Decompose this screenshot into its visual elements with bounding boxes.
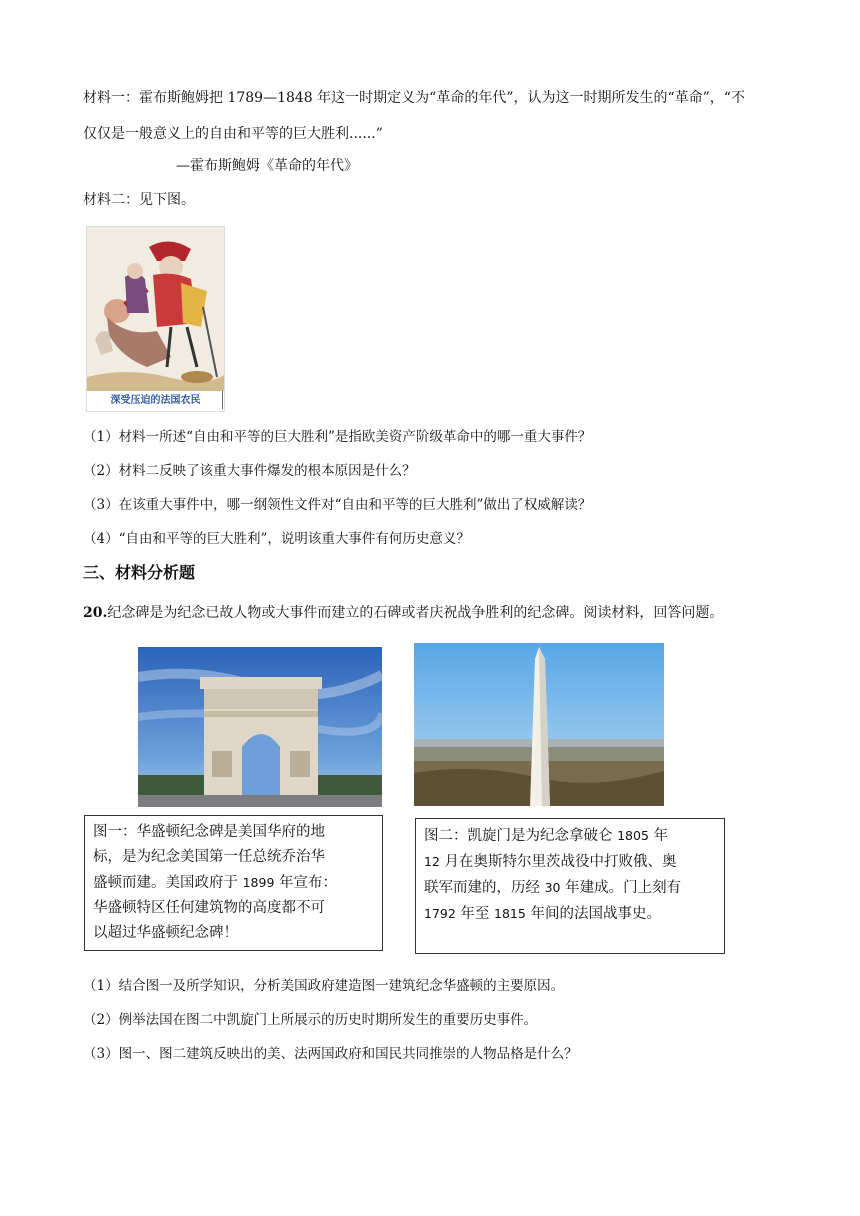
figure1-caption-line1: 图一：华盛顿纪念碑是美国华府的地	[93, 824, 325, 840]
material1-line1: 材料一：霍布斯鲍姆把 1789—1848 年这一时期定义为“革命的年代”，认为这一时期所发生的“革命”，“不	[83, 90, 745, 106]
material1-line2: 仅仅是一般意义上的自由和平等的巨大胜利......”	[83, 126, 383, 142]
figure2-caption-line1a: 图二：凯旋门是为纪念拿破仑	[424, 828, 618, 844]
material2-label: 材料二：见下图。	[83, 192, 195, 208]
figure2-year-1805: 1805	[617, 828, 649, 843]
figure1-caption-line3	[93, 870, 374, 896]
question-20-3: （3）图一、图二建筑反映出的美、法两国政府和国民共同推崇的人物品格是什么？	[83, 1046, 578, 1062]
figure1-caption-line5: 以超过华盛顿纪念碑！	[93, 925, 238, 941]
figure2-caption-line3	[424, 875, 716, 901]
figure1-caption-line4: 华盛顿特区任何建筑物的高度都不可	[93, 900, 325, 916]
figure2-caption-line1	[424, 823, 716, 849]
figure1-caption-box	[84, 815, 383, 951]
figure2-caption-line1b: 年	[648, 828, 669, 844]
question-20-text: 纪念碑是为纪念已故人物或大事件而建立的石碑或者庆祝战争胜利的纪念碑。阅读材料，回答问题。	[107, 605, 724, 621]
question-19-2: （2）材料二反映了该重大事件爆发的根本原因是什么？	[83, 463, 416, 479]
washington-monument-photo	[414, 643, 664, 806]
figure1-caption-line3a: 盛顿而建。美国政府于	[93, 875, 243, 891]
question-19-3: （3）在该重大事件中，哪一纲领性文件对“自由和平等的巨大胜利”做出了权威解读？	[83, 497, 592, 513]
figure1-caption-line2: 标，是为纪念美国第一任总统乔治华	[93, 849, 325, 865]
question-19-4: （4）“自由和平等的巨大胜利”，说明该重大事件有何历史意义？	[83, 531, 470, 547]
figure2-caption-line3b: 年建成。门上刻有	[560, 880, 682, 896]
question-20-2: （2）例举法国在图二中凯旋门上所展示的历史时期所发生的重要历史事件。	[83, 1012, 538, 1028]
figure2-caption-box	[415, 818, 725, 954]
figure2-caption-line3a: 联军而建的，历经	[424, 880, 545, 896]
question-20-number: 20.	[83, 605, 108, 621]
question-19-1: （1）材料一所述“自由和平等的巨大胜利”是指欧美资产阶级革命中的哪一重大事件？	[83, 429, 592, 445]
figure2-caption-line2b: 月在奥斯特尔里茨战役中打败俄、奥	[439, 854, 677, 870]
caption-divider	[222, 391, 223, 409]
figure2-caption-line2	[424, 849, 716, 875]
figure2-caption-line4c: 年间的法国战事史。	[525, 906, 661, 922]
section-heading: 三、材料分析题	[83, 563, 196, 582]
figure2-caption-line4	[424, 901, 716, 927]
figure2-year-1815: 1815	[494, 906, 526, 921]
figure2-year-1792: 1792	[424, 906, 456, 921]
arc-de-triomphe-photo	[138, 647, 382, 807]
figure1-year: 1899	[242, 875, 275, 890]
figure2-month: 12	[424, 854, 440, 869]
figure1-caption-line3b: 年宣布：	[274, 875, 338, 891]
figure2-caption-line4b: 年至	[455, 906, 495, 922]
cartoon-caption: 深受压迫的法国农民	[87, 391, 224, 411]
material1-source: —霍布斯鲍姆《革命的年代》	[176, 158, 358, 174]
question-20-1: （1）结合图一及所学知识，分析美国政府建造图一建筑纪念华盛顿的主要原因。	[83, 978, 565, 994]
figure2-years-count: 30	[544, 880, 561, 895]
question-20	[83, 603, 723, 623]
cartoon-illustration	[87, 227, 224, 391]
french-peasant-cartoon	[86, 226, 225, 412]
